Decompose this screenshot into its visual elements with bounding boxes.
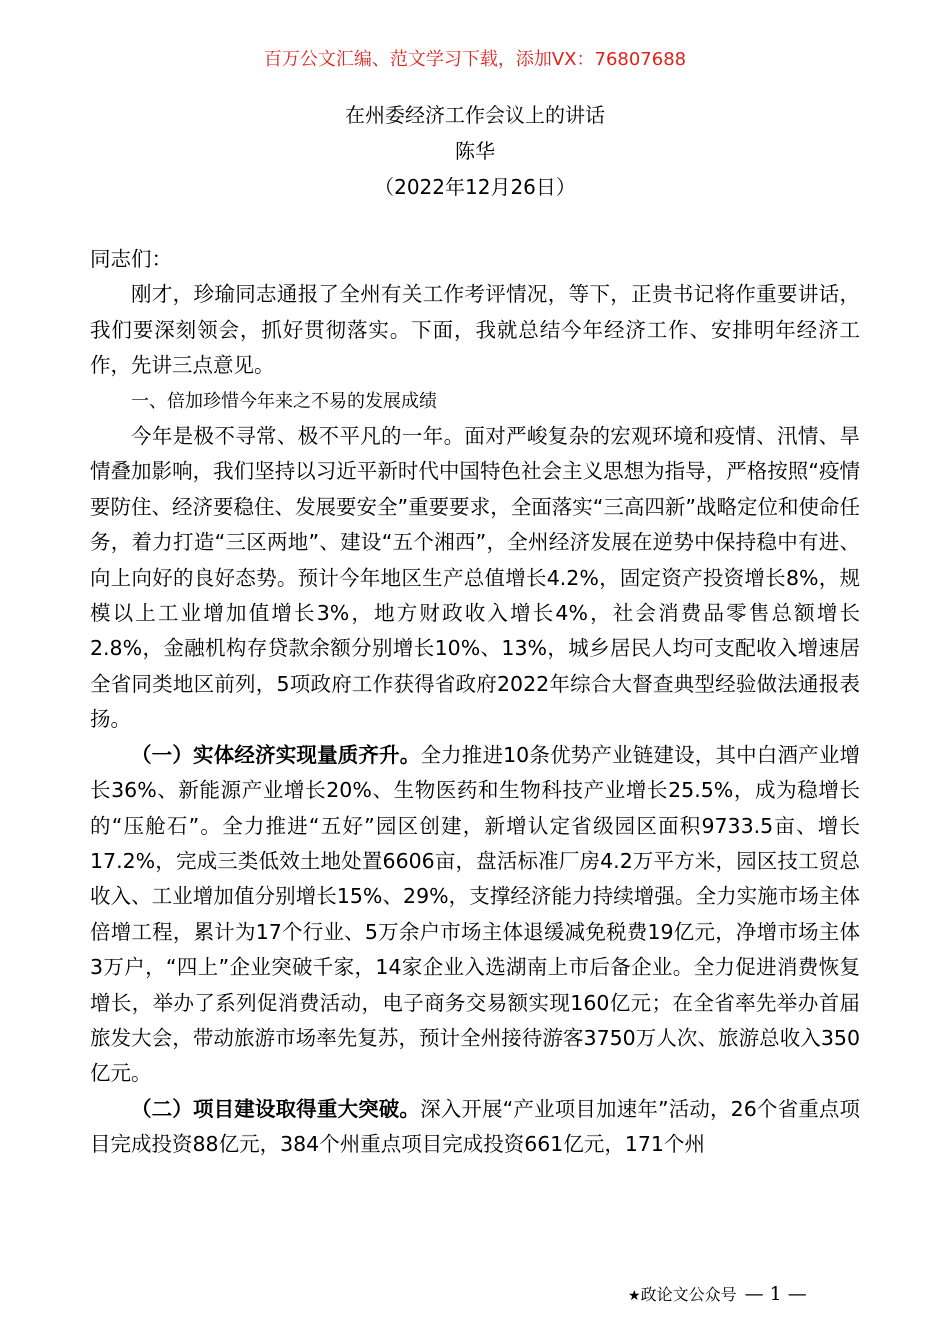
promo-banner: 百万公文汇编、范文学习下载，添加VX：76807688 [263, 49, 687, 70]
intro-paragraph: 刚才，珍瑜同志通报了全州有关工作考评情况，等下，正贵书记将作重要讲话，我们要深刻领会，抓好贯彻落实。下面，我就总结今年经济工作、安排明年经济工作，先讲三点意见。 [90, 282, 860, 378]
item1-lead: （一）实体经济实现量质齐升。 [131, 742, 421, 767]
item1-body: 全力推进10条优势产业链建设，其中白酒产业增长36%、新能源产业增长20%、生物医药和生物科技产业增长25.5%，成为稳增长的“压舱石”。全力推进“五好”园区创建，新增认定省级园区面积9733.5亩、增长17.2%，完成三类低效土地处置6606亩，盘活标准厂房4.2万平方米，园区技工贸总收入、工业增加值分别增长15%、29%，支撑经济能力持续增强。全力实施市场主体倍增工程，累计为17个行业、5万余户市场主体退缓减免税费19亿元，净增市场主体3万户，“四上”企业突破千家，14家企业入选湖南上市后备企业。全力促进消费恢复增长，举办了系列促消费活动，电子商务交易额实现160亿元；在全省率先举办首届旅发大会，带动旅游市场率先复苏，预计全州接待游客3750万人次、旅游总收入350亿元。 [90, 742, 860, 1086]
item2-lead: （二）项目建设取得重大突破。 [131, 1096, 421, 1121]
document-date: （2022年12月26日） [374, 175, 576, 199]
item2-paragraph [90, 1092, 860, 1163]
item1-paragraph [90, 738, 860, 1092]
page-number: — 1 — [744, 1283, 807, 1305]
footer-source: 政论文公众号 [640, 1285, 737, 1304]
document-body [90, 242, 860, 1163]
document-author: 陈华 [455, 139, 495, 163]
page-footer [628, 1281, 868, 1309]
document-title: 在州委经济工作会议上的讲话 [345, 103, 605, 127]
salutation: 同志们： [90, 247, 172, 271]
section1-paragraph: 今年是极不寻常、极不平凡的一年。面对严峻复杂的宏观环境和疫情、汛情、旱情叠加影响，我们坚持以习近平新时代中国特色社会主义思想为指导，严格按照“疫情要防住、经济要稳住、发展要安全”重要要求，全面落实“三高四新”战略定位和使命任务，着力打造“三区两地”、建设“五个湘西”，全州经济发展在逆势中保持稳中有进、向上向好的良好态势。预计今年地区生产总值增长4.2%，固定资产投资增长8%，规模以上工业增加值增长3%，地方财政收入增长4%，社会消费品零售总额增长2.8%，金融机构存贷款余额分别增长10%、13%，城乡居民人均可支配收入增速居全省同类地区前列，5项政府工作获得省政府2022年综合大督查典型经验做法通报表扬。 [90, 424, 860, 732]
title-block [0, 97, 950, 205]
section-heading-1: 一、倍加珍惜今年来之不易的发展成绩 [131, 390, 437, 412]
star-icon: ★ [628, 1288, 641, 1304]
item2-body: 深入开展“产业项目加速年”活动，26个省重点项目完成投资88亿元，384个州重点项目完成投资661亿元，171个州 [90, 1096, 861, 1157]
